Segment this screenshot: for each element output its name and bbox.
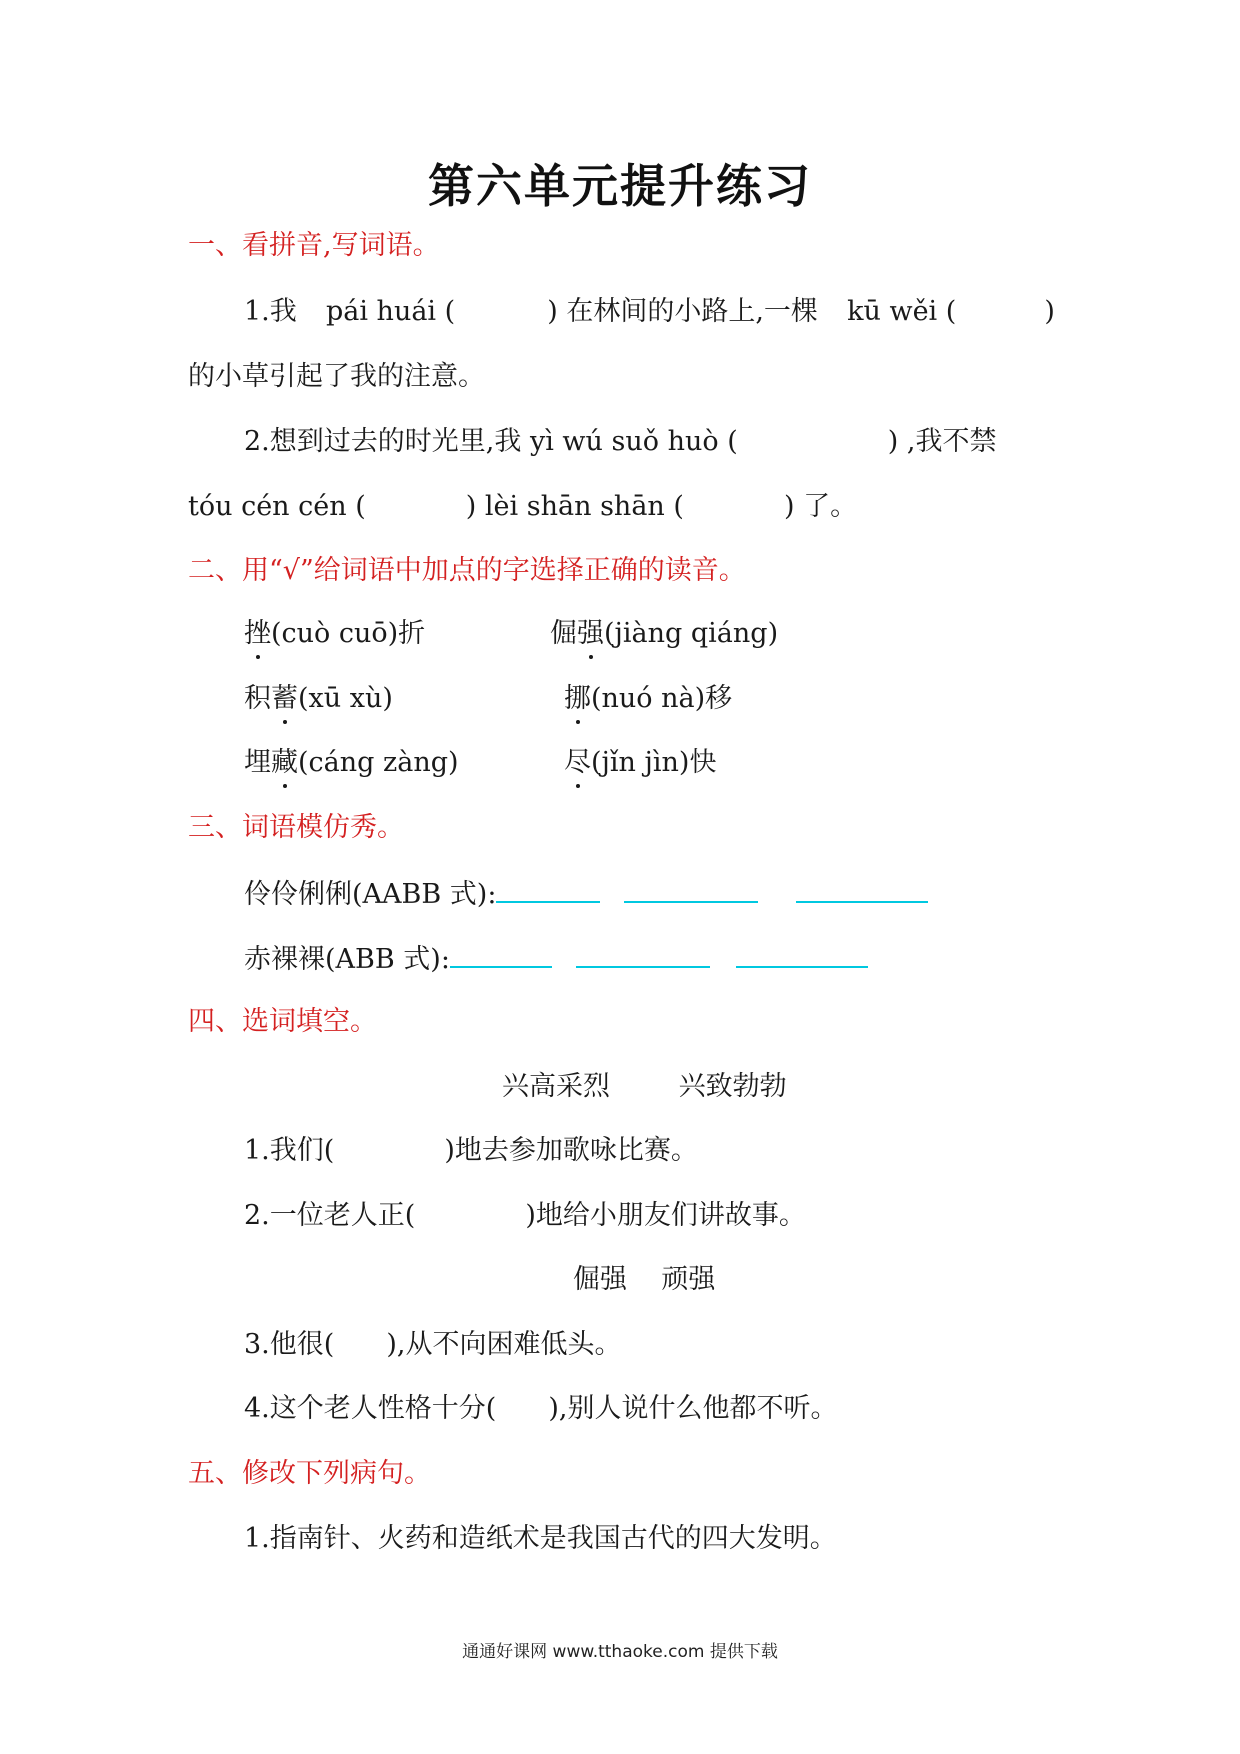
s1-q2-text-c: 了。 xyxy=(803,491,858,522)
section-4-heading: 四、选词填空。 xyxy=(188,1006,377,1037)
s4-q3-text-b: ,从不向困难低头。 xyxy=(396,1329,622,1360)
s4-question-1: 1.我们( )地去参加歌咏比赛。 xyxy=(244,1135,698,1166)
s5-question-1: 1.指南针、火药和造纸术是我国古代的四大发明。 xyxy=(244,1523,837,1554)
section-2-heading: 二、用“√”给词语中加点的字选择正确的读音。 xyxy=(188,555,746,586)
s3-line-abb xyxy=(244,940,868,978)
s4-word-choices-2: 倔强 顽强 xyxy=(573,1264,716,1295)
s1-q1-pinyin-1: pái huái xyxy=(325,296,437,327)
answer-line[interactable] xyxy=(796,875,928,903)
s1-q1-text-c: 的小草引起了我的注意。 xyxy=(188,361,485,392)
dotted-char: 尽 xyxy=(564,745,591,781)
s1-q2-pinyin-1: yì wú suǒ huò xyxy=(529,426,719,457)
s4-question-2: 2.一位老人正( )地给小朋友们讲故事。 xyxy=(244,1200,806,1231)
s2-item-rest: (cáng zàng) xyxy=(298,747,459,778)
s2-item-jinkuai xyxy=(564,745,716,781)
dotted-char: 挫 xyxy=(244,616,271,652)
s4-q3-text-a: 3.他很 xyxy=(244,1329,324,1360)
s4-q1-text-a: 1.我们 xyxy=(244,1135,324,1166)
answer-line[interactable] xyxy=(624,875,758,903)
answer-line[interactable] xyxy=(450,940,552,968)
s4-q4-text-b: ,别人说什么他都不听。 xyxy=(558,1393,838,1424)
s2-item-pre: 倔 xyxy=(550,618,577,649)
s1-question-2-cont: tóu cén cén ( ) lèi shān shān ( ) 了。 xyxy=(188,491,858,522)
s1-question-1: 1.我 pái huái ( ) 在林间的小路上,一棵 kū wěi ( ) xyxy=(244,296,1055,327)
footer-credit: 通通好课网 www.tthaoke.com 提供下载 xyxy=(462,1642,778,1662)
s1-question-2: 2.想到过去的时光里,我 yì wú suǒ huò ( ) ,我不禁 xyxy=(244,426,997,457)
s2-item-cuozhe xyxy=(244,616,425,652)
s1-q2-text-b: ,我不禁 xyxy=(906,426,997,457)
s1-q2-text-a: 2.想到过去的时光里,我 xyxy=(244,426,522,457)
s2-item-jixu xyxy=(244,681,393,717)
s2-item-rest: (jiàng qiáng) xyxy=(604,618,779,649)
section-3-heading: 三、词语模仿秀。 xyxy=(188,812,404,843)
s2-item-rest: (jǐn jìn)快 xyxy=(591,747,717,778)
dotted-char: 强 xyxy=(577,616,604,652)
s2-item-pre: 埋 xyxy=(244,747,271,778)
section-1-heading: 一、看拼音,写词语。 xyxy=(188,230,440,261)
s2-item-rest: (cuò cuō)折 xyxy=(271,618,426,649)
s4-q2-text-a: 2.一位老人正 xyxy=(244,1200,405,1231)
s4-question-3: 3.他很( ),从不向困难低头。 xyxy=(244,1329,622,1360)
s3-line-aabb xyxy=(244,875,928,913)
s4-word-choices-1: 兴高采烈 兴致勃勃 xyxy=(502,1071,787,1102)
s2-item-juejiang xyxy=(550,616,778,652)
s2-item-rest: (xū xù) xyxy=(298,683,393,714)
s4-question-4: 4.这个老人性格十分( ),别人说什么他都不听。 xyxy=(244,1393,838,1424)
s4-q1-text-b: 地去参加歌咏比赛。 xyxy=(454,1135,698,1166)
s2-item-nuoyi xyxy=(564,681,732,717)
s3-label-abb: 赤裸裸(ABB 式): xyxy=(244,944,450,975)
s4-q4-text-a: 4.这个老人性格十分 xyxy=(244,1393,486,1424)
s1-q2-pinyin-3: lèi shān shān xyxy=(484,491,665,522)
s1-q1-pinyin-2: kū wěi xyxy=(847,296,938,327)
s4-q2-text-b: 地给小朋友们讲故事。 xyxy=(535,1200,806,1231)
dotted-char: 藏 xyxy=(271,745,298,781)
answer-line[interactable] xyxy=(496,875,600,903)
dotted-char: 挪 xyxy=(564,681,591,717)
section-5-heading: 五、修改下列病句。 xyxy=(188,1458,431,1489)
s2-item-maicang xyxy=(244,745,459,781)
s3-label-aabb: 伶伶俐俐(AABB 式): xyxy=(244,879,497,910)
answer-line[interactable] xyxy=(576,940,710,968)
s2-item-pre: 积 xyxy=(244,683,271,714)
s2-item-rest: (nuó nà)移 xyxy=(591,683,733,714)
s1-q1-text-a: 1.我 xyxy=(244,296,297,327)
s1-q1-text-b: 在林间的小路上,一棵 xyxy=(566,296,818,327)
s1-q2-pinyin-2: tóu cén cén xyxy=(188,491,347,522)
answer-line[interactable] xyxy=(736,940,868,968)
page-title: 第六单元提升练习 xyxy=(428,159,812,213)
dotted-char: 蓄 xyxy=(271,681,298,717)
